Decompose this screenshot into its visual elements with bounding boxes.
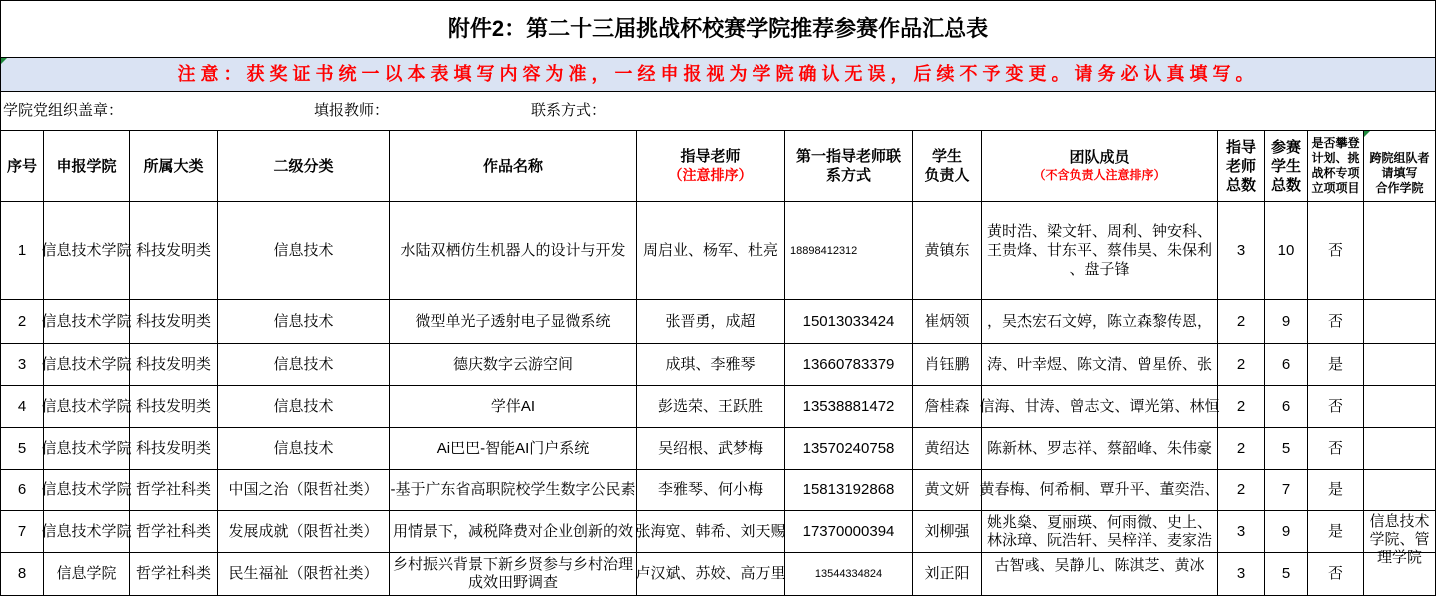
- advisors-cell[interactable]: 成琪、李雅琴: [637, 344, 785, 386]
- special-project-cell[interactable]: 否: [1308, 386, 1364, 428]
- header-partner-college-label: 跨院组队者 请填写 合作学院: [1369, 150, 1430, 195]
- header-special-project: 是否攀登 计划、挑 战杯专项 立项项目: [1308, 131, 1364, 202]
- advisor-contact-cell[interactable]: 13544334824: [785, 553, 913, 596]
- comment-marker: [1364, 131, 1370, 137]
- student-count-cell[interactable]: 7: [1265, 470, 1308, 511]
- advisors-cell[interactable]: 卢汉斌、苏姣、高万里: [637, 553, 785, 596]
- special-project-cell[interactable]: 否: [1308, 300, 1364, 344]
- header-seq: 序号: [0, 131, 44, 202]
- advisor-contact-cell[interactable]: 13538881472: [785, 386, 913, 428]
- student-count-cell[interactable]: 5: [1265, 428, 1308, 470]
- work-name-cell[interactable]: 乡村振兴背景下新乡贤参与乡村治理 成效田野调查: [390, 553, 637, 596]
- partner-college-cell[interactable]: [1364, 202, 1436, 300]
- subcategory-cell[interactable]: 发展成就（限哲社类）: [218, 511, 390, 553]
- advisor-count-cell[interactable]: 3: [1218, 202, 1265, 300]
- header-team-members-label: 团队成员: [1069, 149, 1130, 166]
- header-advisor-count: 指导 老师 总数: [1218, 131, 1265, 202]
- advisors-cell[interactable]: 彭选荣、王跃胜: [637, 386, 785, 428]
- advisor-count-cell[interactable]: 2: [1218, 300, 1265, 344]
- header-team-members-note: （不含负责人注意排序）: [1033, 168, 1166, 182]
- advisor-count-cell[interactable]: 3: [1218, 553, 1265, 596]
- partner-college-cell[interactable]: [1364, 553, 1436, 596]
- seq-cell[interactable]: 7: [0, 511, 44, 553]
- category-cell[interactable]: 科技发明类: [130, 300, 218, 344]
- student-count-cell[interactable]: 5: [1265, 553, 1308, 596]
- special-project-cell[interactable]: 否: [1308, 553, 1364, 596]
- work-name-cell[interactable]: 学伴AI: [390, 386, 637, 428]
- advisor-count-cell[interactable]: 2: [1218, 344, 1265, 386]
- advisors-cell[interactable]: 张晋勇，成超: [637, 300, 785, 344]
- work-name-cell[interactable]: 微型单光子透射电子显微系统: [390, 300, 637, 344]
- subcategory-cell[interactable]: 信息技术: [218, 428, 390, 470]
- info-row[interactable]: [0, 92, 1436, 131]
- teacher-label: 填报教师：: [314, 102, 390, 119]
- special-project-cell[interactable]: 否: [1308, 428, 1364, 470]
- student-count-cell[interactable]: 6: [1265, 344, 1308, 386]
- student-count-cell[interactable]: 6: [1265, 386, 1308, 428]
- notice-banner: [0, 58, 1436, 92]
- header-college: 申报学院: [44, 131, 130, 202]
- category-cell[interactable]: 科技发明类: [130, 386, 218, 428]
- work-name-cell[interactable]: 德庆数字云游空间: [390, 344, 637, 386]
- header-team-members: [982, 131, 1218, 202]
- work-name-cell[interactable]: 水陆双栖仿生机器人的设计与开发: [390, 202, 637, 300]
- student-leader-cell[interactable]: 刘柳强: [913, 511, 982, 553]
- subcategory-cell[interactable]: 信息技术: [218, 300, 390, 344]
- work-name-cell[interactable]: -基于广东省高职院校学生数字公民素: [390, 470, 637, 511]
- category-cell[interactable]: 哲学社科类: [130, 470, 218, 511]
- seq-cell[interactable]: 8: [0, 553, 44, 596]
- subcategory-cell[interactable]: 信息技术: [218, 202, 390, 300]
- advisors-cell[interactable]: 张海宽、韩希、刘天赐: [637, 511, 785, 553]
- advisor-count-cell[interactable]: 2: [1218, 470, 1265, 511]
- notice-text: 注意：获奖证书统一以本表填写内容为准，一经申报视为学院确认无误，后续不予变更。请务必认真填写。: [177, 63, 1259, 85]
- advisor-count-cell[interactable]: 2: [1218, 386, 1265, 428]
- special-project-cell[interactable]: 否: [1308, 202, 1364, 300]
- partner-college-cell[interactable]: [1364, 300, 1436, 344]
- student-leader-cell[interactable]: 黄文妍: [913, 470, 982, 511]
- seq-cell[interactable]: 4: [0, 386, 44, 428]
- advisor-count-cell[interactable]: 2: [1218, 428, 1265, 470]
- student-leader-cell[interactable]: 肖钰鹏: [913, 344, 982, 386]
- partner-college-cell[interactable]: [1364, 470, 1436, 511]
- category-cell[interactable]: 科技发明类: [130, 344, 218, 386]
- seq-cell[interactable]: 5: [0, 428, 44, 470]
- header-student-count: 参赛 学生 总数: [1265, 131, 1308, 202]
- category-cell[interactable]: 科技发明类: [130, 202, 218, 300]
- team-members-cell[interactable]: 陈新林、罗志祥、蔡韶峰、朱伟豪: [982, 428, 1218, 470]
- special-project-cell[interactable]: 是: [1308, 470, 1364, 511]
- table-title: 附件2：第二十三届挑战杯校赛学院推荐参赛作品汇总表: [0, 0, 1436, 58]
- student-leader-cell[interactable]: 崔炳领: [913, 300, 982, 344]
- college-cell[interactable]: 信息技术学院: [44, 344, 130, 386]
- work-name-cell[interactable]: 用情景下，减税降费对企业创新的效: [390, 511, 637, 553]
- advisor-contact-cell[interactable]: 17370000394: [785, 511, 913, 553]
- subcategory-cell[interactable]: 民生福祉（限哲社类）: [218, 553, 390, 596]
- header-partner-college: [1364, 131, 1436, 202]
- student-leader-cell[interactable]: 黄绍达: [913, 428, 982, 470]
- advisors-cell[interactable]: 李雅琴、何小梅: [637, 470, 785, 511]
- team-members-cell[interactable]: 信海、甘涛、曾志文、谭光第、林恒: [982, 386, 1218, 428]
- student-count-cell[interactable]: 10: [1265, 202, 1308, 300]
- advisors-cell[interactable]: 吴绍根、武梦梅: [637, 428, 785, 470]
- header-advisors-label: 指导老师: [680, 148, 741, 165]
- student-count-cell[interactable]: 9: [1265, 511, 1308, 553]
- work-name-cell[interactable]: Ai巴巴-智能AI门户系统: [390, 428, 637, 470]
- advisor-contact-cell[interactable]: 15813192868: [785, 470, 913, 511]
- advisor-contact-cell[interactable]: 13660783379: [785, 344, 913, 386]
- partner-college-cell[interactable]: [1364, 386, 1436, 428]
- subcategory-cell[interactable]: 信息技术: [218, 344, 390, 386]
- seq-cell[interactable]: 6: [0, 470, 44, 511]
- team-members-cell[interactable]: 姚兆燊、夏丽瑛、何雨微、史上、 林泳璋、阮浩轩、吴梓洋、麦家浩: [982, 511, 1218, 553]
- advisor-count-cell[interactable]: 3: [1218, 511, 1265, 553]
- header-advisors-note: （注意排序）: [668, 167, 753, 183]
- college-cell[interactable]: 信息技术学院: [44, 386, 130, 428]
- college-cell[interactable]: 信息技术学院: [44, 300, 130, 344]
- team-members-cell[interactable]: 古智彧、吴静儿、陈淇芝、黄冰: [982, 553, 1218, 596]
- subcategory-cell[interactable]: 信息技术: [218, 386, 390, 428]
- header-advisors: [637, 131, 785, 202]
- category-cell[interactable]: 科技发明类: [130, 428, 218, 470]
- student-leader-cell[interactable]: 刘正阳: [913, 553, 982, 596]
- advisor-contact-cell[interactable]: 18898412312: [785, 202, 913, 300]
- category-cell[interactable]: 哲学社科类: [130, 511, 218, 553]
- partner-college-cell[interactable]: [1364, 428, 1436, 470]
- advisor-contact-cell[interactable]: 13570240758: [785, 428, 913, 470]
- team-members-cell[interactable]: 涛、叶幸煜、陈文清、曾星侨、张: [982, 344, 1218, 386]
- header-category: 所属大类: [130, 131, 218, 202]
- special-project-cell[interactable]: 是: [1308, 344, 1364, 386]
- header-subcategory: 二级分类: [218, 131, 390, 202]
- subcategory-cell[interactable]: 中国之治（限哲社类）: [218, 470, 390, 511]
- college-cell[interactable]: 信息学院: [44, 553, 130, 596]
- partner-college-cell[interactable]: [1364, 344, 1436, 386]
- seq-cell[interactable]: 3: [0, 344, 44, 386]
- student-leader-cell[interactable]: 詹桂森: [913, 386, 982, 428]
- header-advisor-contact: 第一指导老师联 系方式: [785, 131, 913, 202]
- college-cell[interactable]: 信息技术学院: [44, 511, 130, 553]
- header-student-leader: 学生 负责人: [913, 131, 982, 202]
- team-members-cell[interactable]: 黄时浩、梁文轩、周利、钟安科、 王贵烽、甘东平、蔡伟昊、朱保利 、盘子锋: [982, 202, 1218, 300]
- student-leader-cell[interactable]: 黄镇东: [913, 202, 982, 300]
- team-members-cell[interactable]: 黄春梅、何希桐、覃升平、董奕浩、: [982, 470, 1218, 511]
- category-cell[interactable]: 哲学社科类: [130, 553, 218, 596]
- college-cell[interactable]: 信息技术学院: [44, 202, 130, 300]
- team-members-cell[interactable]: ，吴杰宏石文婷，陈立森黎传恩，: [982, 300, 1218, 344]
- header-work-name: 作品名称: [390, 131, 637, 202]
- partner-college-cell[interactable]: 信息技术 学院、管 理学院: [1364, 511, 1436, 553]
- comment-marker: [1, 58, 7, 64]
- student-count-cell[interactable]: 9: [1265, 300, 1308, 344]
- college-cell[interactable]: 信息技术学院: [44, 470, 130, 511]
- seq-cell[interactable]: 2: [0, 300, 44, 344]
- seal-label: 学院党组织盖章：: [3, 102, 124, 119]
- contact-label: 联系方式：: [531, 102, 607, 119]
- college-cell[interactable]: 信息技术学院: [44, 428, 130, 470]
- advisor-contact-cell[interactable]: 15013033424: [785, 300, 913, 344]
- seq-cell[interactable]: 1: [0, 202, 44, 300]
- advisors-cell[interactable]: 周启业、杨军、杜亮: [637, 202, 785, 300]
- special-project-cell[interactable]: 是: [1308, 511, 1364, 553]
